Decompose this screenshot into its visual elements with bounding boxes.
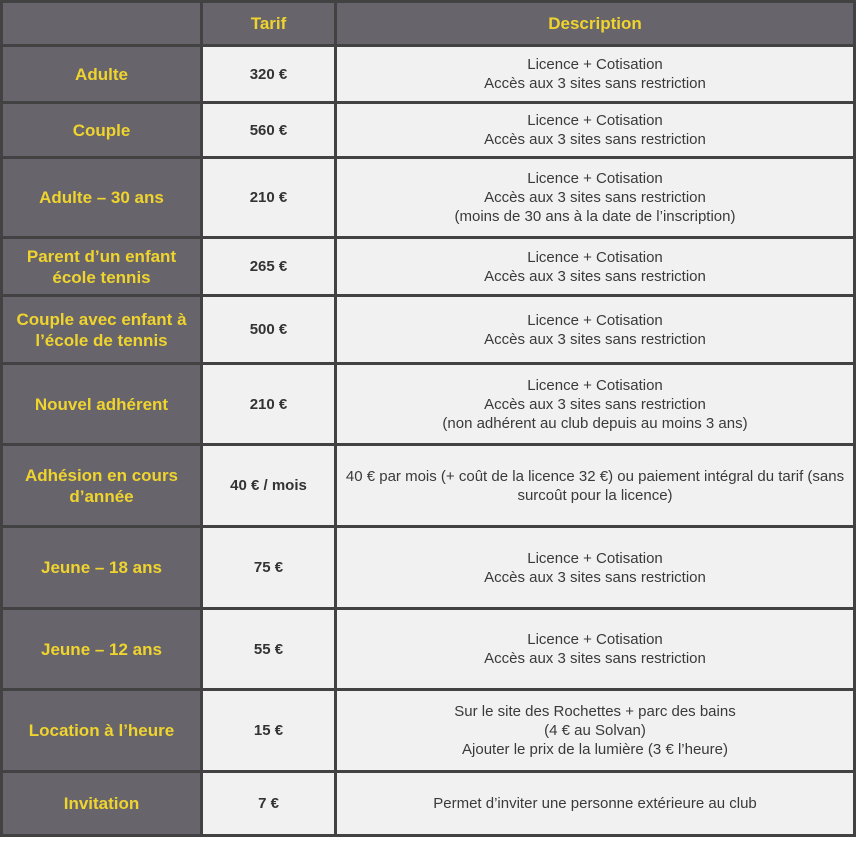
description-line: Licence + Cotisation [527,56,663,73]
description-cell [336,46,855,103]
price-cell: 500 € [202,296,336,364]
price-cell: 75 € [202,527,336,609]
category-cell: Invitation [2,772,202,836]
table-row [2,772,855,836]
description-cell [336,609,855,690]
table-row [2,296,855,364]
category-cell: Adulte [2,46,202,103]
description-line: (non adhérent au club depuis au moins 3 ans) [442,414,748,432]
description-line: Ajouter le prix de la lumière (3 € l’heure) [462,741,728,758]
price-cell: 210 € [202,158,336,238]
price-cell: 320 € [202,46,336,103]
price-cell: 7 € [202,772,336,836]
description-line: Sur le site des Rochettes + parc des bains [454,703,736,720]
header-description: Description [336,2,855,46]
price-cell: 15 € [202,690,336,772]
table-row [2,609,855,690]
description-line: 40 € par mois (+ coût de la licence 32 €) ou paiement intégral du tarif (sans surcoût pour la licence) [345,467,845,504]
description-cell [336,103,855,158]
description-line: (moins de 30 ans à la date de l’inscription) [454,208,736,225]
description-line: Licence + Cotisation [527,311,663,329]
table-row [2,690,855,772]
description-cell [336,296,855,364]
category-cell: Jeune – 18 ans [2,527,202,609]
table-row [2,103,855,158]
description-line: Accès aux 3 sites sans restriction [484,330,706,348]
table-row [2,158,855,238]
price-cell: 560 € [202,103,336,158]
description-cell [336,238,855,296]
category-cell: Adulte – 30 ans [2,158,202,238]
description-line: Licence + Cotisation [527,170,663,187]
description-cell [336,445,855,527]
category-cell: Nouvel adhérent [2,364,202,445]
description-line: Accès aux 3 sites sans restriction [484,568,706,586]
description-line: Accès aux 3 sites sans restriction [484,189,706,206]
description-line: Accès aux 3 sites sans restriction [484,131,706,148]
header-tarif: Tarif [202,2,336,46]
description-cell [336,158,855,238]
description-line: Licence + Cotisation [527,631,663,648]
description-cell [336,527,855,609]
description-line: Accès aux 3 sites sans restriction [484,267,706,285]
description-line: (4 € au Solvan) [544,722,646,739]
price-cell: 40 € / mois [202,445,336,527]
description-line: Licence + Cotisation [527,248,663,266]
header-row [2,2,855,46]
description-cell [336,364,855,445]
description-line: Accès aux 3 sites sans restriction [484,75,706,92]
description-line: Accès aux 3 sites sans restriction [484,650,706,667]
table-row [2,46,855,103]
price-cell: 55 € [202,609,336,690]
price-cell: 210 € [202,364,336,445]
category-cell: Parent d’un enfant école tennis [2,238,202,296]
category-cell: Adhésion en cours d’année [2,445,202,527]
category-cell: Couple avec enfant à l’école de tennis [2,296,202,364]
description-line: Licence + Cotisation [527,376,663,394]
table-row [2,364,855,445]
price-cell: 265 € [202,238,336,296]
description-line: Licence + Cotisation [527,112,663,129]
description-line: Permet d’inviter une personne extérieure au club [433,795,757,812]
table-row [2,527,855,609]
table-row [2,445,855,527]
category-cell: Couple [2,103,202,158]
category-cell: Jeune – 12 ans [2,609,202,690]
description-cell [336,690,855,772]
description-line: Accès aux 3 sites sans restriction [484,395,706,413]
table-row [2,238,855,296]
category-cell: Location à l’heure [2,690,202,772]
header-category [2,2,202,46]
description-cell [336,772,855,836]
description-line: Licence + Cotisation [527,549,663,567]
